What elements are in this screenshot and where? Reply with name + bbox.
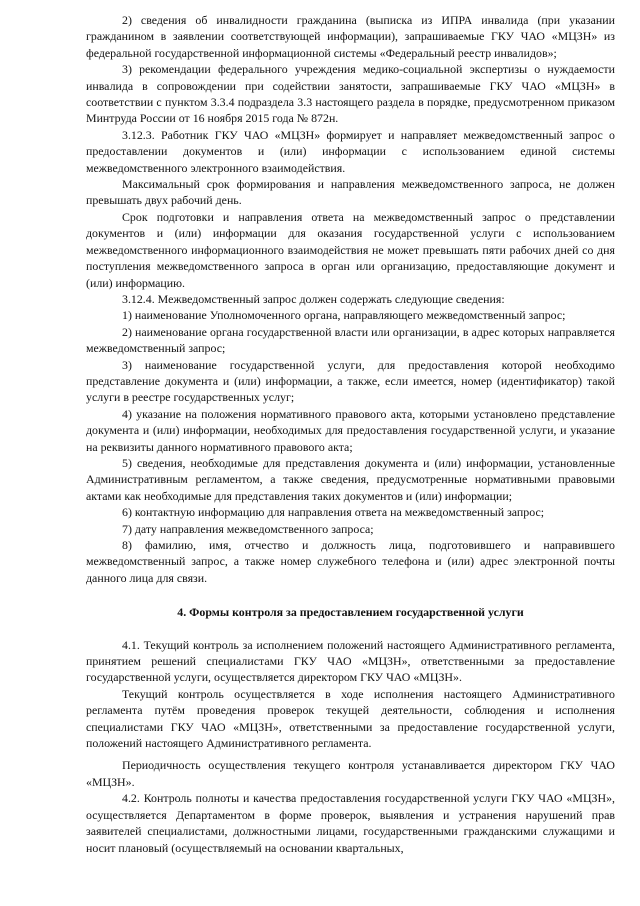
paragraph: Периодичность осуществления текущего контроля устанавливается директором ГКУ ЧАО «МЦЗН». — [86, 758, 615, 789]
section-heading: 4. Формы контроля за предоставлением государственной услуги — [177, 605, 524, 620]
paragraph: 3) наименование государственной услуги, для предоставления которой необходимо представление документа и (или) информации, а также, если имеется, номер (идентификатор) такой услуги в реестре государственных услуг; — [86, 357, 615, 405]
paragraph: 2) наименование органа государственной власти или организации, в адрес которых направляется межведомственный запрос; — [86, 324, 615, 356]
paragraph: 6) контактную информацию для направления ответа на межведомственный запрос; — [122, 505, 545, 520]
paragraph: 3.12.3. Работник ГКУ ЧАО «МЦЗН» формирует и направляет межведомственный запрос о предоставлении документов и (или) информации с использованием единой системы межведомственного электронного взаимодействия. — [86, 127, 615, 175]
paragraph: Текущий контроль осуществляется в ходе исполнения настоящего Административного регламента путём проведения проверок текущей деятельности, соблюдения и исполнения специалистами ГКУ ЧАО «МЦЗН», ответственными за предоставление государственной услуги, положений настоящего Административного регламента. — [86, 686, 615, 751]
paragraph: Максимальный срок формирования и направления межведомственного запроса, не должен превышать двух рабочий день. — [86, 177, 615, 208]
paragraph: 4.2. Контроль полноты и качества предоставления государственной услуги ГКУ ЧАО «МЦЗН», осуществляется Департаментом в форме проверок, выявления и устранения нарушений прав заявителей специалистами, должностными лицами, государственными гражданскими служащими и носит плановый (осуществляемый на основании квартальных, — [86, 791, 615, 855]
paragraph: 8) фамилию, имя, отчество и должность лица, подготовившего и направившего межведомственный запрос, а также номер служебного телефона и (или) адрес электронной почты данного лица для связи. — [86, 538, 615, 585]
paragraph: 7) дату направления межведомственного запроса; — [122, 521, 374, 536]
paragraph: 3) рекомендации федерального учреждения медико-социальной экспертизы о нуждаемости инвалида в сопровождении при содействии занятости, запрашиваемые ГКУ ЧАО «МЦЗН» в соответствии с пунктом 3.3.4 подраздела 3.3 настоящего раздела в порядке, предусмотренном приказом Минтруда России от 16 ноября 2015 года № 872н. — [86, 62, 615, 126]
paragraph: 2) сведения об инвалидности гражданина (выписка из ИПРА инвалида (при указании гражданином в заявлении соответствующей информации), запрашиваемые ГКУ ЧАО «МЦЗН» из федеральной государственной информационной системы «Федеральный реестр инвалидов»; — [86, 13, 615, 60]
paragraph: 4.1. Текущий контроль за исполнением положений настоящего Административного регламента, принятием решений специалистами ГКУ ЧАО «МЦЗН», ответственными за предоставление государственной услуги, осуществляется директором ГКУ ЧАО «МЦЗН». — [86, 637, 615, 685]
paragraph: 3.12.4. Межведомственный запрос должен содержать следующие сведения: — [122, 291, 505, 306]
paragraph: 4) указание на положения нормативного правового акта, которыми установлено представление документа и (или) информации, необходимых для предоставления государственной услуги, и указание на реквизиты данного нормативного правового акта; — [86, 406, 615, 454]
paragraph: 5) сведения, необходимые для представления документа и (или) информации, установленные Административным регламентом, а также сведения, предусмотренные нормативными правовыми актами как необходимые для представления таких документов и (или) информации; — [86, 455, 615, 503]
paragraph: 1) наименование Уполномоченного органа, направляющего межведомственный запрос; — [122, 308, 566, 323]
paragraph: Срок подготовки и направления ответа на межведомственный запрос о представлении документов и (или) информации для оказания государственной услуги с использованием межведомственного информационного взаимодействия не может превышать пяти рабочих дней со дня поступления межведомственного запроса в орган или организацию, предоставляющие документ и (или) информацию. — [86, 209, 615, 290]
